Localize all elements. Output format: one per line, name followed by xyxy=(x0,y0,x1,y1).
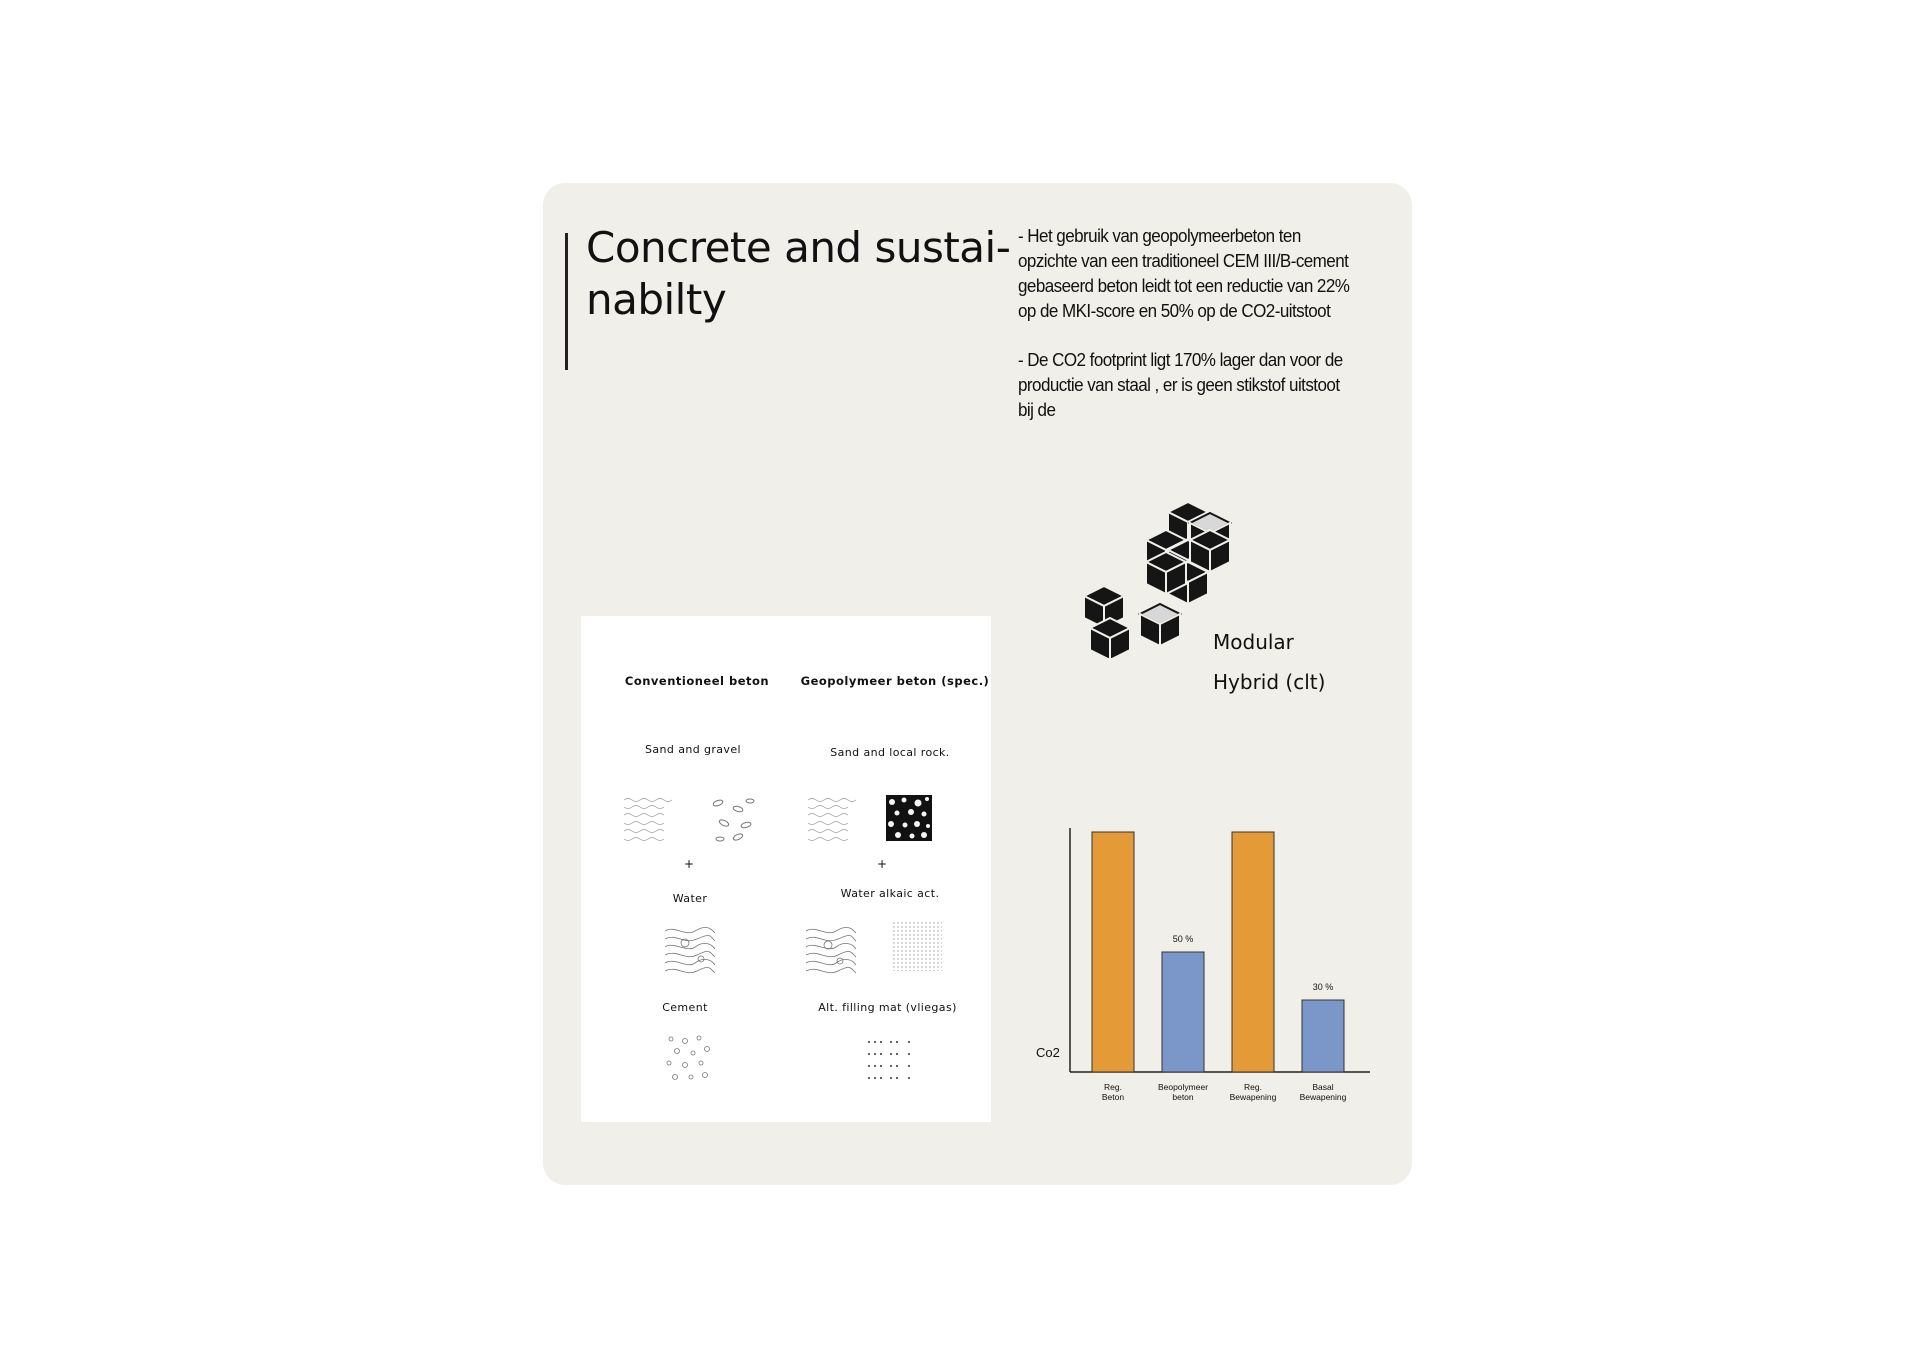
plus-sign-right: + xyxy=(877,857,888,871)
x-tick-label-3: Bewapening xyxy=(1229,1092,1277,1102)
label-sand-rock: Sand and local rock. xyxy=(830,746,950,759)
sand-texture-swatch xyxy=(622,795,672,845)
label-water-alkaline: Water alkaic act. xyxy=(840,887,940,900)
bar-1 xyxy=(1092,832,1134,1072)
label-water: Water xyxy=(672,892,708,905)
plus-sign-left: + xyxy=(684,857,695,871)
x-tick-label-2: beton xyxy=(1172,1092,1194,1102)
heading-conventional: Conventioneel beton xyxy=(624,674,770,688)
bar-value-label-2: 50 % xyxy=(1172,934,1194,944)
x-tick-label-2: Beopolymeer xyxy=(1157,1082,1209,1092)
activator-dots-swatch xyxy=(892,921,942,971)
bullet-co2-footprint: - De CO2 footprint ligt 170% lager dan voor de productie van staal , er is geen stikstof uitstoot bij de xyxy=(1018,349,1343,420)
label-cement: Cement xyxy=(662,1001,708,1014)
title-accent-bar xyxy=(565,233,568,370)
rock-texture-swatch xyxy=(886,795,932,841)
label-hybrid: Hybrid (clt) xyxy=(1213,670,1326,694)
title-text: Concrete and sustai- nabilty xyxy=(586,223,1011,324)
gravel-texture-swatch xyxy=(708,795,758,845)
label-sand-gravel: Sand and gravel xyxy=(645,743,741,756)
bar-value-label-4: 30 % xyxy=(1312,982,1334,992)
cement-circles-swatch xyxy=(663,1033,713,1083)
heading-geopolymer: Geopolymeer beton (spec.) xyxy=(800,674,990,688)
x-tick-label-4: Bewapening xyxy=(1299,1092,1347,1102)
co2-bar-chart xyxy=(1030,820,1390,1110)
bullet-mki-reduction: - Het gebruik van geopolymeerbeton ten opzichte van een traditioneel CEM III/B-cement gebaseerd beton leidt tot een reductie van 22% op de MKI-score en 50% op de CO2-uitstoot xyxy=(1018,225,1350,321)
label-fly-ash: Alt. filling mat (vliegas) xyxy=(818,1001,957,1014)
x-tick-label-1: Beton xyxy=(1101,1092,1125,1102)
flyash-dots-swatch xyxy=(866,1037,916,1087)
water-contour-swatch-2 xyxy=(806,925,856,975)
concrete-comparison-panel xyxy=(581,616,991,1122)
label-modular: Modular xyxy=(1213,630,1294,654)
page-title xyxy=(586,222,1016,326)
bar-3 xyxy=(1232,832,1274,1072)
y-axis-label: Co2 xyxy=(1036,1045,1060,1060)
bar-4 xyxy=(1302,1000,1344,1072)
x-tick-label-3: Reg. xyxy=(1244,1082,1262,1092)
bar-2 xyxy=(1162,952,1204,1072)
x-tick-label-1: Reg. xyxy=(1104,1082,1122,1092)
sand-texture-swatch-2 xyxy=(806,795,856,845)
water-contour-swatch xyxy=(665,925,715,975)
x-tick-label-4: Basal xyxy=(1312,1082,1334,1092)
